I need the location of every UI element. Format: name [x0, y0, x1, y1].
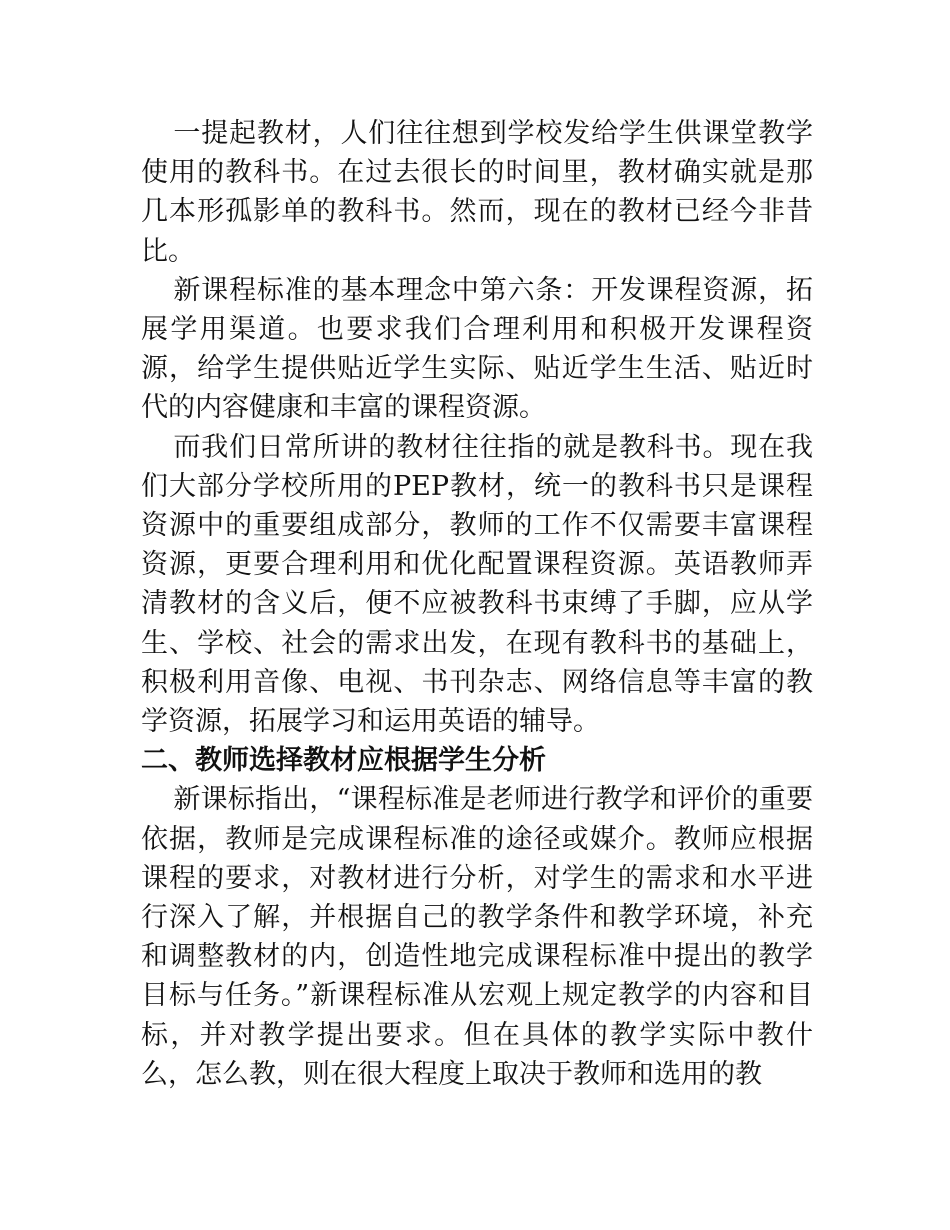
paragraph-1: 一提起教材，人们往往想到学校发给学生供课堂教学使用的教科书。在过去很长的时间里，教材确实就是那几本形孤影单的教科书。然而，现在的教材已经今非昔比。 [141, 118, 813, 267]
paragraph-2: 新课程标准的基本理念中第六条：开发课程资源，拓展学用渠道。也要求我们合理利用和积极开发课程资源，给学生提供贴近学生实际、贴近学生生活、贴近时代的内容健康和丰富的课程资源。 [141, 274, 813, 424]
paragraph-3: 而我们日常所讲的教材往往指的就是教科书。现在我们大部分学校所用的PEP教材，统一的教科书只是课程资源中的重要组成部分，教师的工作不仅需要丰富课程资源，更要合理利用和优化配置课程资源。英语教师弄清教材的含义后，便不应被教科书束缚了手脚，应从学生、学校、社会的需求出发，在现有教科书的基础上，积极利用音像、电视、书刊杂志、网络信息等丰富的教学资源，拓展学习和运用英语的辅导。 [141, 431, 813, 738]
paragraph-4: 新课标指出，“课程标准是老师进行教学和评价的重要依据，教师是完成课程标准的途径或媒介。教师应根据课程的要求，对教材进行分析，对学生的需求和水平进行深入了解，并根据自己的教学条件和教学环境，补充和调整教材的内，创造性地完成课程标准中提出的教学目标与任务。”新课程标准从宏观上规定教学的内容和目标，并对教学提出要求。但在具体的教学实际中教什么，怎么教，则在很大程度上取决于教师和选用的教 [141, 784, 813, 1090]
document-page [141, 114, 813, 1094]
section-heading: 二、教师选择教材应根据学生分析 [141, 745, 546, 777]
